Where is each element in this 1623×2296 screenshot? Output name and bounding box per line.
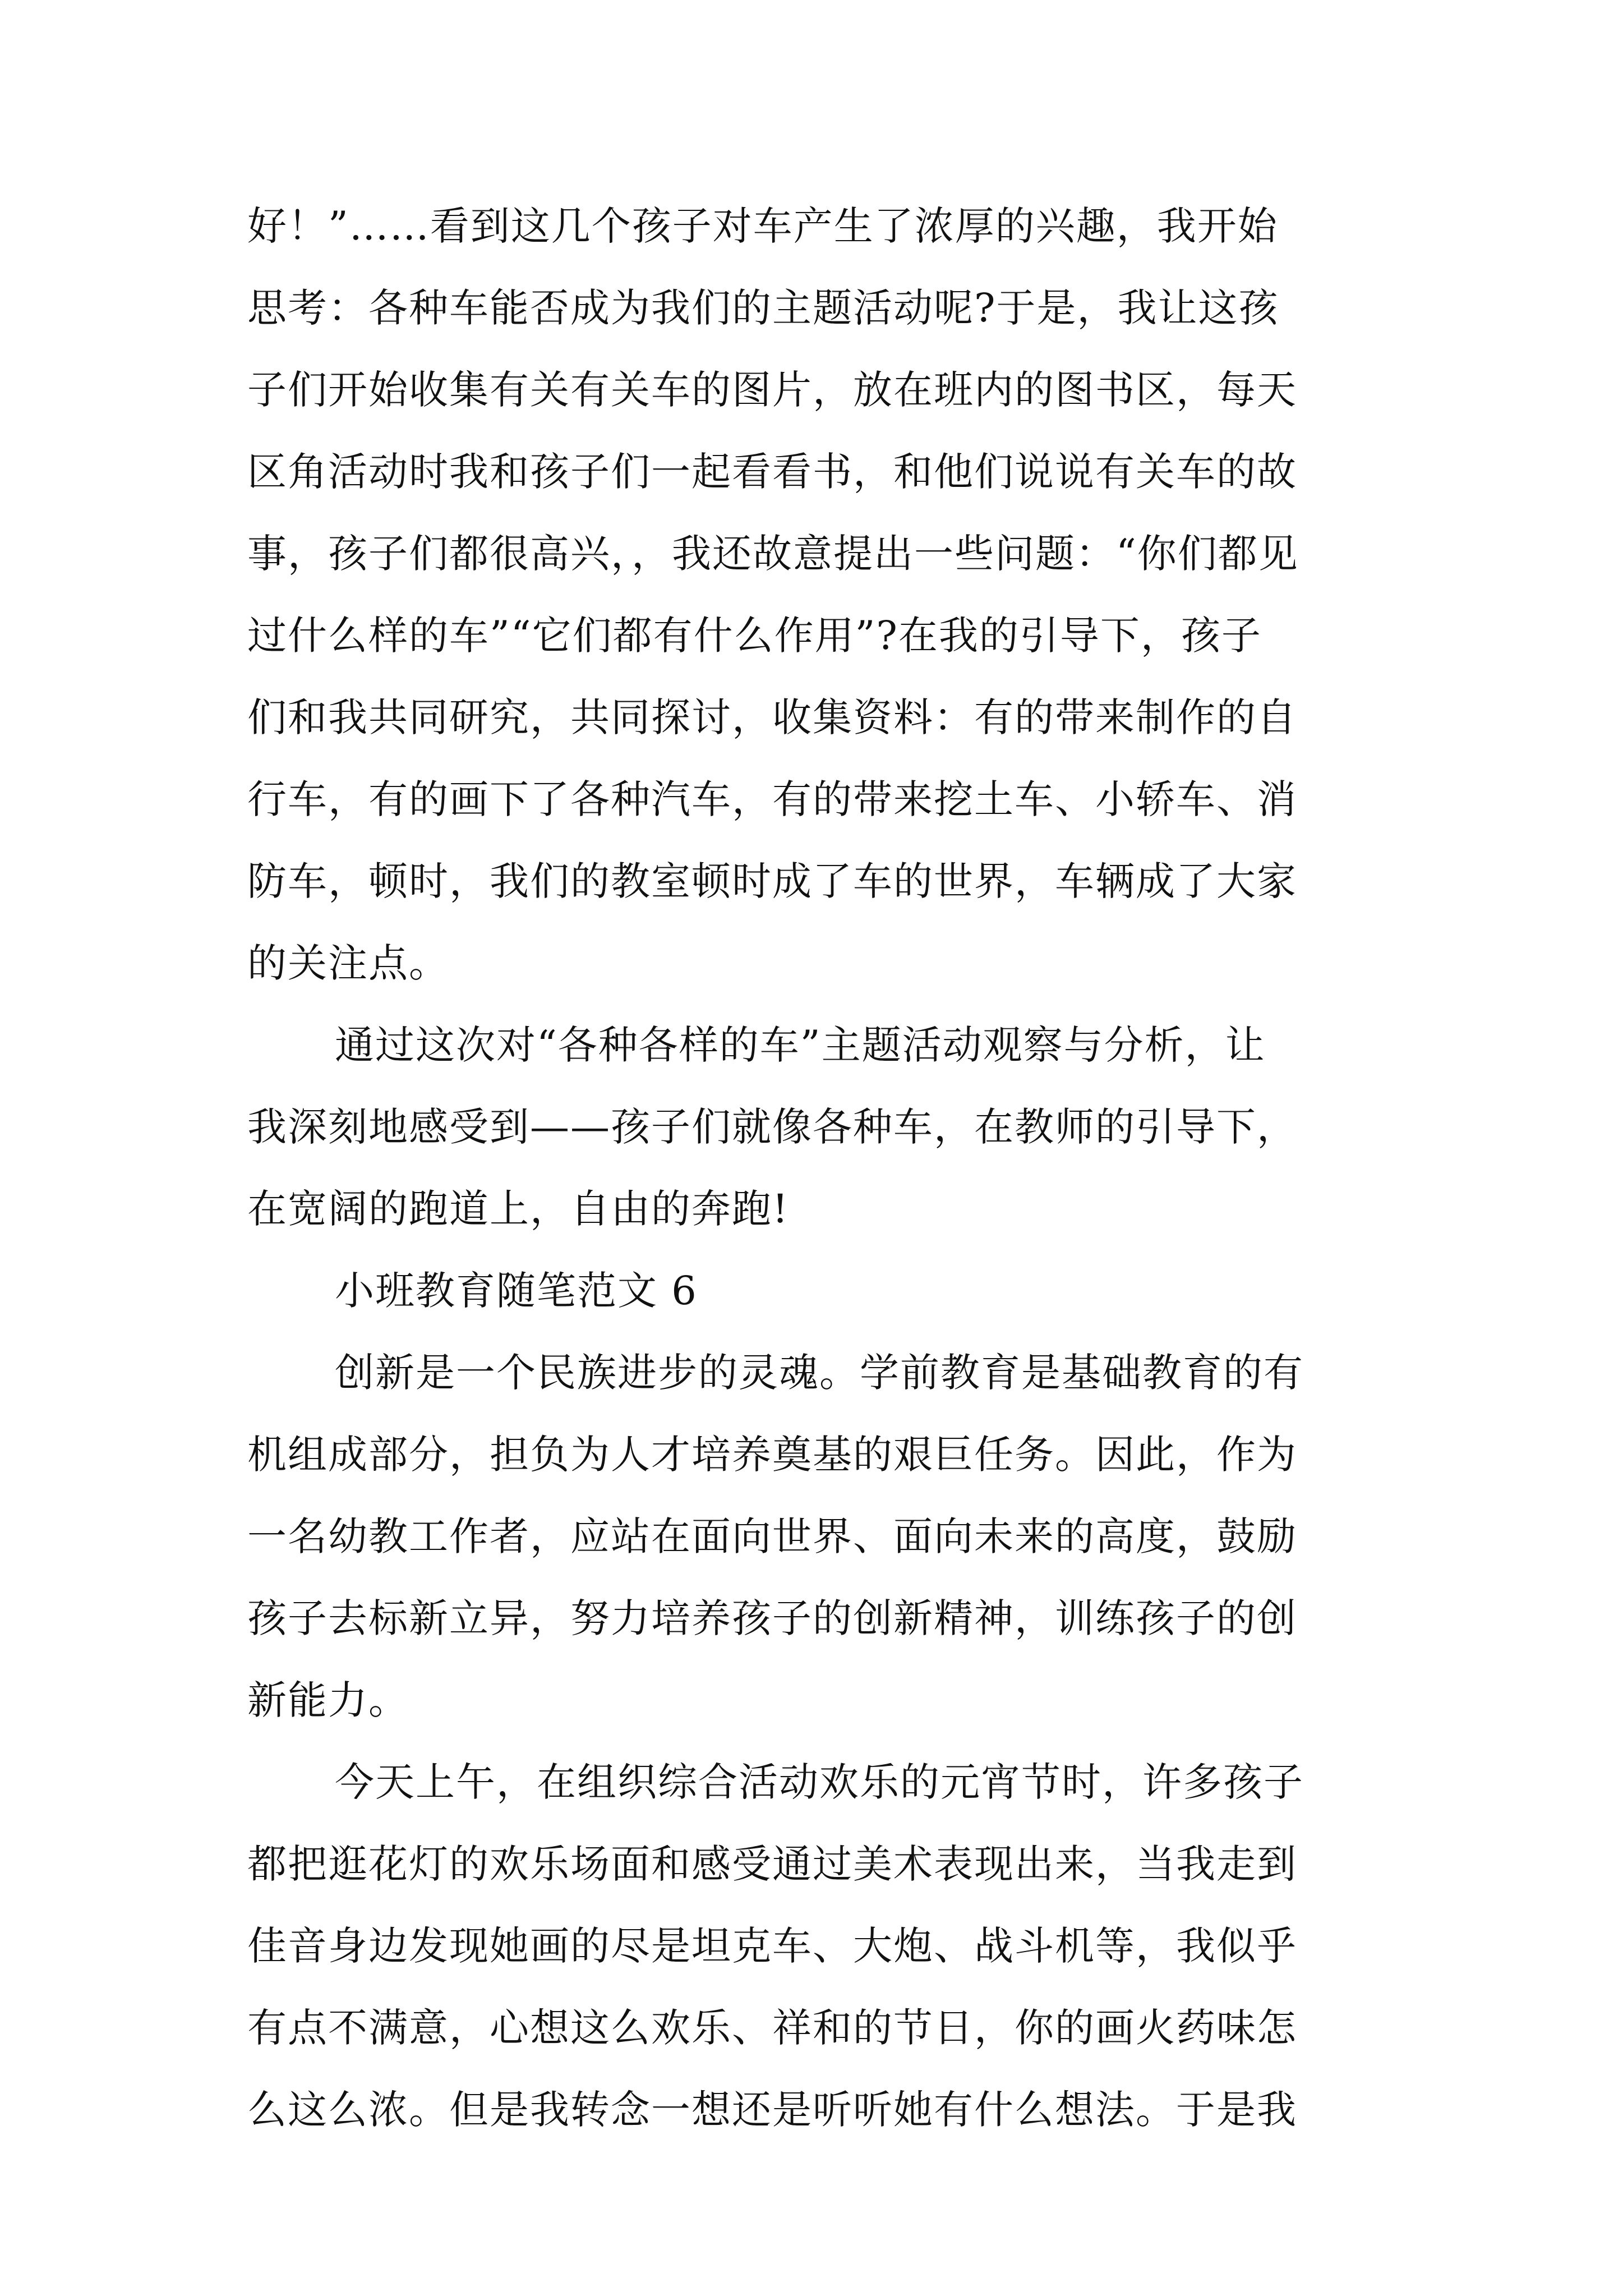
text-line: 事，孩子们都很高兴，，我还故意提出一些问题：“你们都见 <box>247 531 1299 577</box>
text-line: 今天上午，在组织综合活动欢乐的元宵节时，许多孩子 <box>335 1759 1304 1805</box>
text-line: 们和我共同研究，共同探讨，收集资料：有的带来制作的自 <box>247 694 1297 740</box>
text-line: 佳音身边发现她画的尽是坦克车、大炮、战斗机等，我似乎 <box>247 1923 1297 1969</box>
text-line: 好！”……看到这几个孩子对车产生了浓厚的兴趣，我开始 <box>247 203 1278 249</box>
text-line: 有点不满意，心想这么欢乐、祥和的节日，你的画火药味怎 <box>247 2005 1297 2051</box>
text-line: 过什么样的车”“它们都有什么作用”?在我的引导下，孩子 <box>247 613 1262 659</box>
text-line: 创新是一个民族进步的灵魂。学前教育是基础教育的有 <box>335 1350 1304 1396</box>
text-line: 在宽阔的跑道上，自由的奔跑! <box>247 1186 790 1232</box>
text-line: 机组成部分，担负为人才培养奠基的艰巨任务。因此，作为 <box>247 1432 1297 1478</box>
text-line: 小班教育随笔范文 6 <box>335 1268 698 1314</box>
text-line: 防车，顿时，我们的教室顿时成了车的世界，车辆成了大家 <box>247 858 1297 904</box>
text-line: 的关注点。 <box>247 940 449 986</box>
text-line: 新能力。 <box>247 1677 409 1723</box>
text-line: 么这么浓。但是我转念一想还是听听她有什么想法。于是我 <box>247 2087 1297 2133</box>
text-line: 我深刻地感受到——孩子们就像各种车，在教师的引导下， <box>247 1104 1297 1150</box>
text-line: 行车，有的画下了各种汽车，有的带来挖土车、小轿车、消 <box>247 776 1297 822</box>
text-line: 通过这次对“各种各样的车”主题活动观察与分析，让 <box>335 1022 1266 1068</box>
text-line: 都把逛花灯的欢乐场面和感受通过美术表现出来，当我走到 <box>247 1841 1297 1887</box>
text-line: 孩子去标新立异，努力培养孩子的创新精神，训练孩子的创 <box>247 1595 1297 1641</box>
text-line: 思考：各种车能否成为我们的主题活动呢?于是，我让这孩 <box>247 285 1279 331</box>
text-line: 区角活动时我和孩子们一起看看书，和他们说说有关车的故 <box>247 449 1297 495</box>
document-body <box>247 185 1403 2151</box>
text-line: 子们开始收集有关有关车的图片，放在班内的图书区，每天 <box>247 367 1297 413</box>
text-line: 一名幼教工作者，应站在面向世界、面向未来的高度，鼓励 <box>247 1513 1297 1559</box>
